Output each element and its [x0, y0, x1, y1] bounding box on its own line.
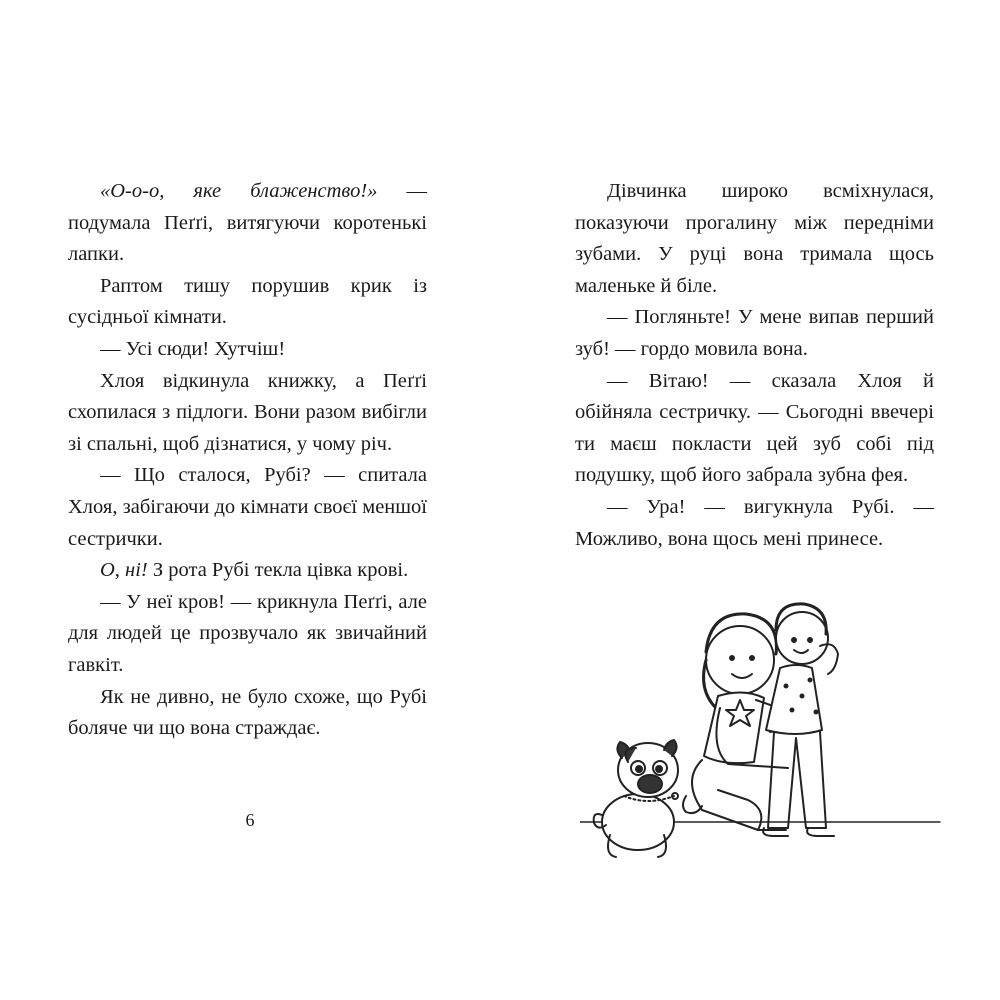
paragraph — [68, 587, 427, 682]
italic-text: О, ні! — [100, 559, 148, 582]
text-run: — подумала Пеґґі, витягуючи коротенькі лапки. — [68, 180, 427, 266]
text-run: — Що сталося, Рубі? — спитала Хлоя, забігаючи до кімнати своєї меншої сестрички. — [68, 464, 427, 550]
right-text-column — [575, 176, 934, 555]
text-run: — У неї кров! — крикнула Пеґґі, але для людей це прозвучало як звичайний гавкіт. — [68, 590, 427, 676]
text-run: Як не дивно, не було схоже, що Рубі боляче чи що вона страждає. — [68, 685, 427, 740]
paragraph — [575, 176, 934, 302]
paragraph — [68, 176, 427, 271]
girls-and-pug-illustration — [580, 600, 950, 865]
text-run: Раптом тишу порушив крик із сусідньої кімнати. — [68, 274, 427, 329]
text-run: Хлоя відкинула книжку, а Пеґґі схопилася з підлоги. Вони разом вибігли зі спальні, щоб дізнатися, у чому річ. — [68, 369, 427, 455]
italic-text: «О-о-о, яке блаженство!» — [100, 180, 378, 202]
text-run: — Вітаю! — сказала Хлоя й обійняла сестричку. — Сьогодні ввечері ти маєш покласти цей зуб собі під подушку, щоб його забрала зубна фея. — [575, 369, 934, 487]
paragraph — [575, 366, 934, 492]
left-text-column — [68, 176, 427, 745]
text-run: З рота Рубі текла цівка крові. — [147, 559, 409, 582]
text-run: Дівчинка широко всміхнулася, показуючи прогалину між передніми зубами. У руці вона тримала щось маленьке й біле. — [575, 180, 934, 297]
paragraph — [68, 555, 427, 587]
text-run: — Ура! — вигукнула Рубі. — Можливо, вона щось мені принесе. — [575, 495, 934, 550]
paragraph — [68, 460, 427, 555]
paragraph — [68, 271, 427, 334]
paragraph — [575, 302, 934, 365]
page-number: 6 — [245, 810, 255, 830]
text-run: — Усі сюди! Хутчіш! — [100, 337, 286, 360]
pug-dog — [594, 740, 678, 857]
text-run: — Погляньте! У мене випав перший зуб! — гордо мовила вона. — [575, 306, 934, 360]
paragraph — [68, 366, 427, 461]
paragraph — [68, 334, 427, 366]
right-page — [500, 0, 1000, 1000]
paragraph — [68, 682, 427, 745]
paragraph — [575, 492, 934, 555]
